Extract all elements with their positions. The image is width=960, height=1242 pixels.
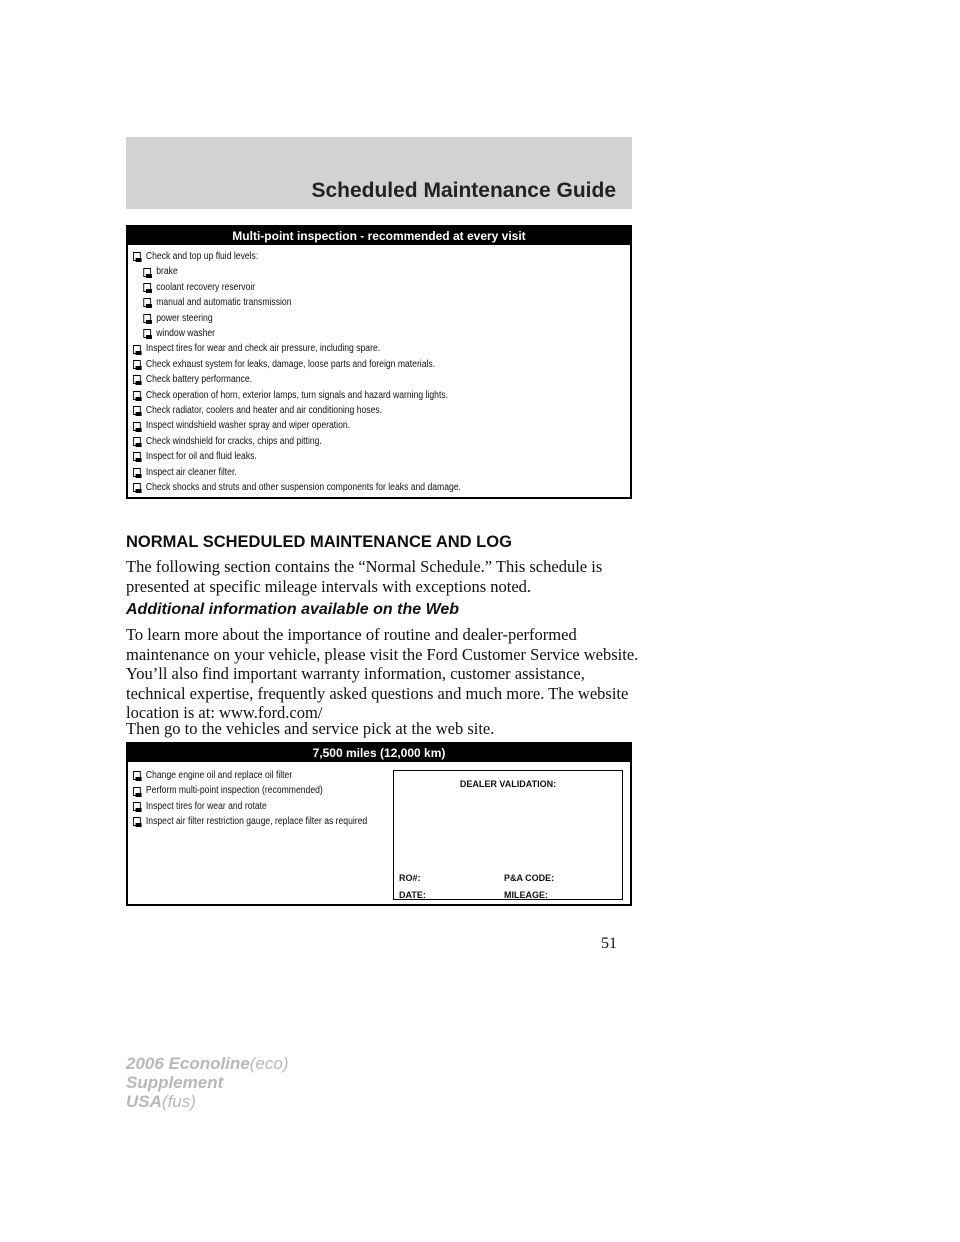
section-heading: NORMAL SCHEDULED MAINTENANCE AND LOG [126,533,512,551]
schedule-list [128,762,393,830]
footer-model: 2006 Econoline [126,1054,250,1073]
checkbox-icon[interactable] [133,360,141,369]
ro-number-label: RO#: [399,873,421,883]
checkbox-icon[interactable] [133,406,141,415]
checkbox-icon[interactable] [133,252,141,261]
list-item: Inspect tires for wear and rotate [133,799,357,814]
checkbox-icon[interactable] [143,329,151,338]
list-item: Inspect tires for wear and check air pressure, including spare. [133,341,560,356]
list-item: window washer [133,326,560,341]
list-item: Check operation of horn, exterior lamps, turn signals and hazard warning lights. [133,388,560,403]
footer-market-code: (fus) [161,1092,196,1111]
list-item: power steering [133,311,560,326]
checkbox-icon[interactable] [143,268,151,277]
dealer-validation-box [393,770,623,900]
list-item: Check windshield for cracks, chips and pitting. [133,434,560,449]
list-item: Inspect windshield washer spray and wiper operation. [133,418,560,433]
list-item: Check battery performance. [133,372,560,387]
checkbox-icon[interactable] [133,452,141,461]
pa-code-label: P&A CODE: [504,873,555,883]
intro-paragraph: The following section contains the “Normal Schedule.” This schedule is presented at specific mileage intervals with exceptions noted. [126,557,603,596]
mileage-label: MILEAGE: [504,890,548,900]
list-item: Perform multi-point inspection (recommended) [133,783,357,798]
list-item: Inspect for oil and fluid leaks. [133,449,560,464]
inspection-list [128,245,630,496]
date-label: DATE: [399,890,426,900]
checkbox-icon[interactable] [143,298,151,307]
page-number: 51 [601,935,617,952]
checkbox-icon[interactable] [133,802,141,811]
checkbox-icon[interactable] [143,283,151,292]
list-item: Inspect air cleaner filter. [133,465,560,480]
checkbox-icon[interactable] [133,483,141,492]
list-item: Change engine oil and replace oil filter [133,768,357,783]
list-item: brake [133,264,560,279]
inspection-box [126,225,632,499]
list-item: Check radiator, coolers and heater and air conditioning hoses. [133,403,560,418]
list-item: manual and automatic transmission [133,295,560,310]
footer [126,1054,289,1111]
checkbox-icon[interactable] [133,817,141,826]
list-item: Check and top up fluid levels: [133,249,560,264]
page-title: Scheduled Maintenance Guide [311,179,616,202]
footer-market: USA [126,1092,162,1111]
footer-model-code: (eco) [249,1054,289,1073]
checkbox-icon[interactable] [133,345,141,354]
list-item: Check shocks and struts and other suspension components for leaks and damage. [133,480,560,495]
checkbox-icon[interactable] [143,314,151,323]
schedule-title: 7,500 miles (12,000 km) [128,744,630,762]
dealer-validation-label: DEALER VALIDATION: [459,779,557,789]
then-paragraph: Then go to the vehicles and service pick at the web site. [126,719,495,738]
list-item: Inspect air filter restriction gauge, replace filter as required [133,814,357,829]
checkbox-icon[interactable] [133,375,141,384]
header-band [126,137,632,209]
web-subheading: Additional information available on the Web [126,601,460,618]
checkbox-icon[interactable] [133,787,141,796]
web-paragraph: To learn more about the importance of routine and dealer-performed maintenance on your vehicle, please visit the Ford Customer Service website. You’ll also find important warranty information, customer assistance, technical expertise, frequently asked questions and much more. The website location is at: www.ford.com/ [126,625,639,722]
checkbox-icon[interactable] [133,391,141,400]
schedule-box-7500 [126,742,632,906]
inspection-title: Multi-point inspection - recommended at every visit [128,227,630,245]
list-item: coolant recovery reservoir [133,280,560,295]
checkbox-icon[interactable] [133,437,141,446]
footer-supplement: Supplement [126,1073,224,1092]
checkbox-icon[interactable] [133,468,141,477]
checkbox-icon[interactable] [133,771,141,780]
list-item: Check exhaust system for leaks, damage, loose parts and foreign materials. [133,357,560,372]
checkbox-icon[interactable] [133,422,141,431]
